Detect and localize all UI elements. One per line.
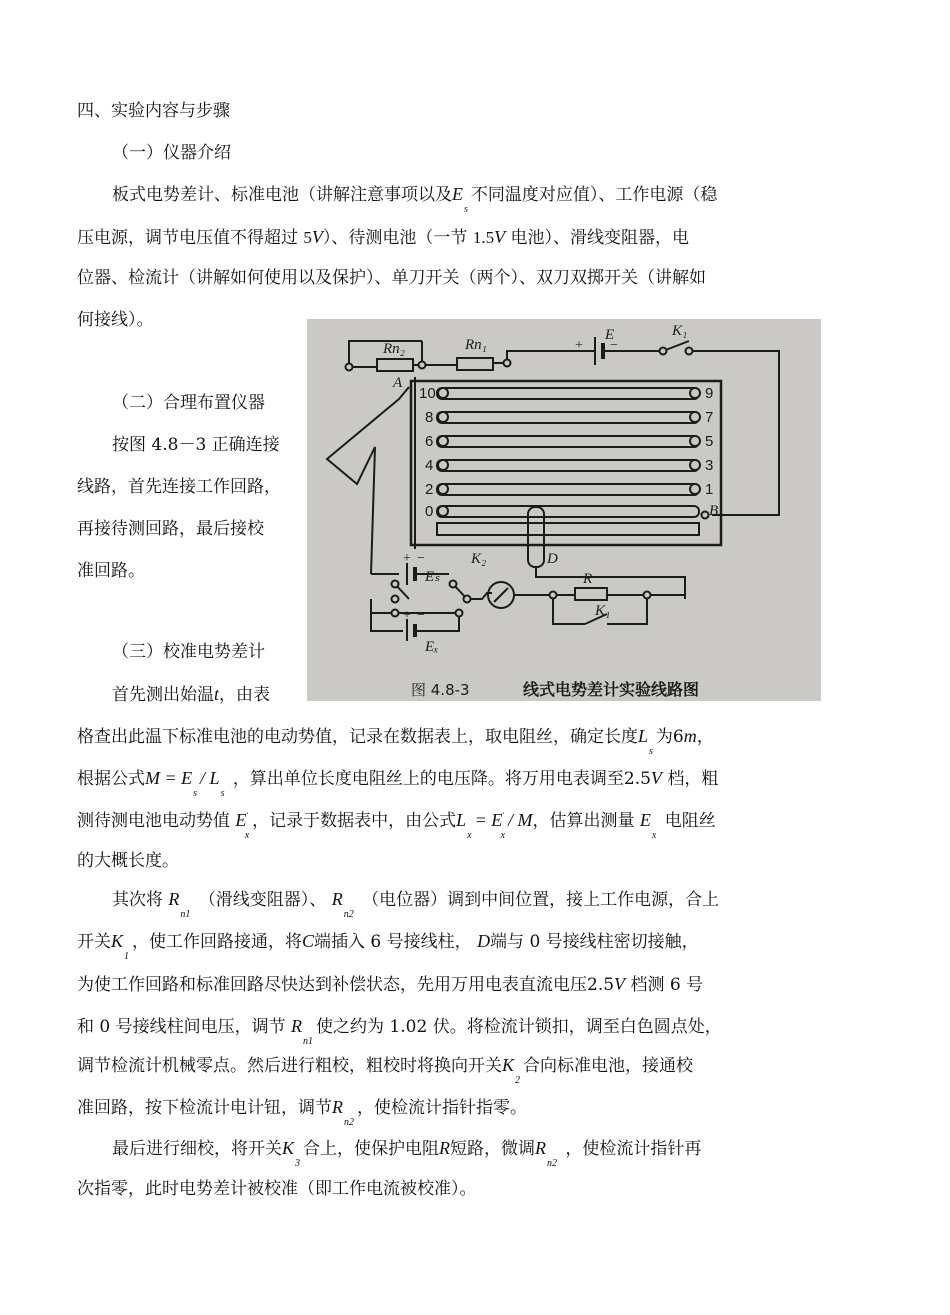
terminal-number-9: 9 bbox=[705, 385, 714, 402]
label-plus: + bbox=[575, 338, 583, 353]
label-b: B bbox=[709, 503, 719, 519]
terminal-number-1: 1 bbox=[705, 481, 714, 498]
paragraph-line: 按图 4.8－3 正确连接 bbox=[112, 435, 280, 455]
label-minus: − bbox=[417, 608, 425, 623]
paragraph-line: 根据公式$M = E_s/$ $L_s$ ，算出单位长度电阻丝上的电压降。将万用电表调至2.5V 档，粗 bbox=[77, 768, 719, 799]
paragraph-line: 最后进行细校，将开关$K_3$合上，使保护电阻R短路，微调$R_{n2}$ ，使检流计指针再 bbox=[112, 1138, 702, 1169]
label-e: E bbox=[605, 327, 615, 343]
paragraph-line: 开关$K_1$，使工作回路接通，将C端插入 6 号接线柱， D端与 0 号接线柱密切接触， bbox=[77, 931, 699, 962]
label-a: A bbox=[393, 375, 403, 391]
paragraph-line: 测待测电池电动势值 $E'_x$，记录于数据表中，由公式$L_x= E'_x/$ M，估算出测量 $E_x$ 电阻丝 bbox=[77, 810, 716, 841]
figure-caption-text: 线式电势差计实验线路图 bbox=[523, 680, 700, 699]
label-plus: + bbox=[403, 551, 411, 566]
label-k1: K₁ bbox=[672, 323, 688, 339]
label-rn1: Rn₁ bbox=[465, 337, 487, 353]
label-d: D bbox=[547, 551, 558, 567]
paragraph-line: 线路，首先连接工作回路， bbox=[77, 477, 281, 497]
figure-background bbox=[307, 319, 821, 701]
paragraph-line: 格查出此温下标准电池的电动势值，记录在数据表上，取电阻丝，确定长度$L_s$为6m， bbox=[77, 726, 714, 757]
label-k3: K₁ bbox=[595, 603, 611, 619]
label-plus: + bbox=[403, 608, 411, 623]
terminal-number-5: 5 bbox=[705, 433, 714, 450]
section-heading: 四、实验内容与步骤 bbox=[77, 101, 230, 121]
paragraph-line: 再接待测回路，最后接校 bbox=[77, 519, 264, 539]
figure-caption-number: 图 4.8-3 bbox=[411, 681, 470, 699]
label-ex: Eₓ bbox=[425, 639, 439, 655]
paragraph-line: 首先测出始温t，由表 bbox=[112, 684, 271, 705]
paragraph-line: 其次将 $R_{n1}$ （滑线变阻器）、 $R_{n2}$ （电位器）调到中间位置，接上工作电源，合上 bbox=[112, 889, 720, 920]
paragraph-line: 的大概长度。 bbox=[77, 851, 179, 871]
label-k2: K₂ bbox=[471, 551, 487, 567]
paragraph-line: 压电源，调节电压值不得超过 5V）、待测电池（一节 1.5V 电池）、滑线变阻器，电 bbox=[77, 227, 689, 248]
terminal-number-4: 4 bbox=[425, 457, 434, 474]
label-minus: − bbox=[610, 338, 618, 353]
paragraph-line: 板式电势差计、标准电池（讲解注意事项以及$E_s$不同温度对应值）、工作电源（稳 bbox=[112, 184, 718, 215]
paragraph-line: 准回路，按下检流计电计钮，调节$R_{n2}$，使检流计指针指零。 bbox=[77, 1097, 527, 1128]
terminal-number-2: 2 bbox=[425, 481, 434, 498]
paragraph-line: 调节检流计机械零点。然后进行粗校，粗校时将换向开关$K_2$合向标准电池，接通校 bbox=[77, 1055, 694, 1086]
terminal-number-6: 6 bbox=[425, 433, 434, 450]
paragraph-line: 准回路。 bbox=[77, 561, 145, 581]
paragraph-line: 为使工作回路和标准回路尽快达到补偿状态，先用万用电表直流电压2.5V 档测 6 号 bbox=[77, 974, 704, 995]
subsection-title-layout: （二）合理布置仪器 bbox=[112, 393, 265, 413]
terminal-number-10: 10 bbox=[419, 385, 436, 402]
terminal-number-8: 8 bbox=[425, 409, 434, 426]
terminal-number-7: 7 bbox=[705, 409, 714, 426]
terminal-number-0: 0 bbox=[425, 503, 434, 520]
circuit-figure bbox=[307, 319, 821, 701]
subsection-title-calibration: （三）校准电势差计 bbox=[112, 642, 265, 662]
label-r: R bbox=[583, 571, 593, 587]
terminal-number-3: 3 bbox=[705, 457, 714, 474]
label-minus: − bbox=[417, 551, 425, 566]
paragraph-line: 和 0 号接线柱间电压，调节 $R_{n1}$使之约为 1.02 伏。将检流计锁扣，调至白色圆点处， bbox=[77, 1016, 722, 1047]
paragraph-line: 位器、检流计（讲解如何使用以及保护）、单刀开关（两个）、双刀双掷开关（讲解如 bbox=[77, 268, 706, 288]
paragraph-line: 次指零，此时电势差计被校准（即工作电流被校准）。 bbox=[77, 1179, 477, 1199]
paragraph-line: 何接线）。 bbox=[77, 310, 154, 330]
subsection-title-instruments: （一）仪器介绍 bbox=[112, 143, 231, 163]
label-es: Eₛ bbox=[425, 569, 440, 585]
label-rn2: Rn₂ bbox=[383, 341, 405, 357]
